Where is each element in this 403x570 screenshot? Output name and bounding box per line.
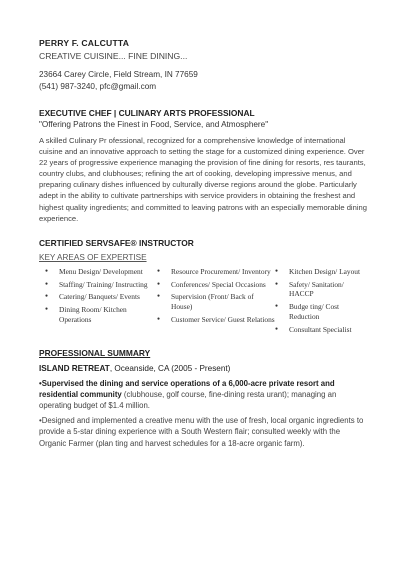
job-line [39,363,369,374]
skill-item: ● Budge ting/ Cost Reduction [275,302,365,322]
profile-quote: "Offering Patrons the Finest in Food, Service, and Atmosphere" [39,120,269,129]
skill-item: ● Catering/ Banquets/ Events [45,292,157,302]
job-bullet-1-lead: •Supervised the dining and service operations of a 6,000-acre private resort and residential community [39,378,335,399]
certification-title: CERTIFIED SERVSAFE® INSTRUCTOR [39,237,194,248]
key-areas-heading: KEY AREAS OF EXPERTISE [39,252,147,262]
candidate-name: PERRY F. CALCUTTA [39,38,130,48]
skill-item: ● Dining Room/ Kitchen Operations [45,305,157,325]
skill-item: ● Conferences/ Special Occasions [157,280,275,290]
skills-column-1 [45,267,157,338]
contact-block [39,69,369,92]
candidate-tagline: CREATIVE CUISINE... FINE DINING... [39,51,188,61]
skill-item: ● Supervision (Front/ Back of House) [157,292,275,312]
skill-item: ● Customer Service/ Guest Relations [157,315,275,325]
profile-paragraph: A skilled Culinary Pr ofessional, recognized for a comprehensive knowledge of international cuisine and an innovative approach to setting the stage for a customized dining experience. Over 22 years of progressive experience managing the provision of fine dining for resorts, res taurants, country clubs, and clubhouses; refining the art of cooking, developing impressive menus, and preparing culinary dishes influenced by culturally diverse regions around the globe. Particularly adept in the ability to cultivate partnerships with service providers in obtaining the freshest and highest quality ingredients; and committed to leaving patrons with an especially memorable dining experience. [39,136,367,223]
skill-item: ● Safety/ Sanitation/ HACCP [275,280,365,300]
skill-item: ● Staffing/ Training/ Instructing [45,280,157,290]
job-bullet-1 [39,378,369,412]
skills-column-3 [275,267,365,338]
company-name: ISLAND RETREAT [39,363,110,373]
skill-item: ● Menu Design/ Development [45,267,157,277]
resume-page [39,38,369,449]
skills-grid [39,267,369,338]
address-line: 23664 Carey Circle, Field Stream, IN 77659 [39,70,198,79]
summary-heading: PROFESSIONAL SUMMARY [39,347,151,358]
profile-title: EXECUTIVE CHEF | CULINARY ARTS PROFESSIONAL [39,108,255,118]
job-bullet-2: •Designed and implemented a creative menu with the use of fresh, local organic ingredients to provide a 5-star dining experience with a South Western flair; consulted weekly with the Organic Farmer (plan ting and harvest schedules for a 18-acre organic farm). [39,416,364,448]
job-location-dates: , Oceanside, CA (2005 - Present) [109,363,231,373]
skills-column-2 [157,267,275,338]
skill-item: ● Consultant Specialist [275,325,365,335]
job-bullet-1-rest: (clubhouse, golf course, fine-dining resta urant); managing an operating budget of $1.4 million. [39,389,337,410]
phone-email-line: (541) 987-3240, pfc@gmail.com [39,81,157,91]
skill-item: ● Resource Procurement/ Inventory [157,267,275,277]
skill-item: ● Kitchen Design/ Layout [275,267,365,277]
